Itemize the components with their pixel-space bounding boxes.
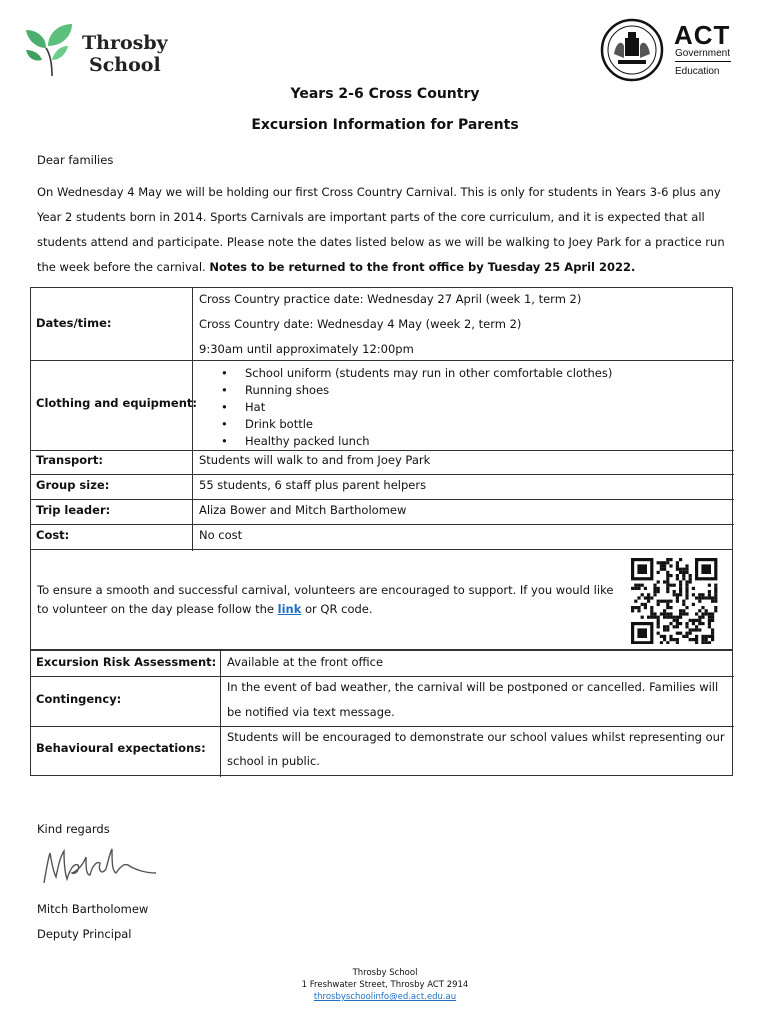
- practice-date: Cross Country practice date: Wednesday 27 April (week 1, term 2): [199, 292, 582, 306]
- behaviour-line-2: school in public.: [227, 754, 320, 768]
- document-title: Years 2-6 Cross Country: [290, 86, 480, 102]
- list-item: • School uniform (students may run in other comfortable clothes): [199, 365, 612, 382]
- cost-label: Cost:: [36, 528, 70, 542]
- volunteer-section: [30, 549, 733, 650]
- list-item: • Hat: [199, 399, 612, 416]
- group-size-value: 55 students, 6 staff plus parent helpers: [199, 478, 427, 492]
- dates-label: Dates/time:: [36, 316, 112, 330]
- behaviour-line-1: Students will be encouraged to demonstrate our school values whilst representing our: [227, 730, 725, 744]
- sprout-logo-icon: [22, 20, 80, 78]
- qr-code-icon[interactable]: [631, 558, 723, 644]
- footer-school: Throsby School: [352, 968, 418, 978]
- risk-expectations-table: [30, 650, 733, 776]
- behaviour-label: Behavioural expectations:: [36, 741, 206, 755]
- trip-leader-label: Trip leader:: [36, 503, 111, 517]
- clothing-list: [199, 365, 612, 450]
- transport-value: Students will walk to and from Joey Park: [199, 453, 431, 467]
- act-logo-text: ACT: [674, 20, 731, 50]
- carnival-time: 9:30am until approximately 12:00pm: [199, 342, 414, 356]
- footer-address: 1 Freshwater Street, Throsby ACT 2914: [301, 980, 469, 990]
- cost-value: No cost: [199, 528, 243, 542]
- document-subtitle: Excursion Information for Parents: [251, 117, 519, 133]
- clothing-label: Clothing and equipment:: [36, 396, 197, 410]
- contingency-line-1: In the event of bad weather, the carnival will be postponed or cancelled. Families will: [227, 680, 719, 694]
- closing-regards: Kind regards: [37, 822, 110, 836]
- excursion-details-table: [30, 287, 733, 550]
- list-item: • Drink bottle: [199, 416, 612, 433]
- return-deadline-notice: Notes to be returned to the front office by Tuesday 25 April 2022.: [209, 260, 636, 274]
- contingency-line-2: be notified via text message.: [227, 705, 395, 719]
- list-item: • Running shoes: [199, 382, 612, 399]
- group-size-label: Group size:: [36, 478, 110, 492]
- greeting: Dear families: [37, 153, 114, 167]
- school-logo-text: Throsby School: [82, 32, 168, 76]
- crest-icon: [600, 18, 664, 82]
- list-item: • Healthy packed lunch: [199, 433, 612, 450]
- intro-paragraph: On Wednesday 4 May we will be holding our first Cross Country Carnival. This is only for students in Years 3-6 plus any Year 2 students born in 2014. Sports Carnivals are important parts of the core curriculum, and it is expected that all students attend and participate. Please note the dates listed below as we will be walking to Joey Park for a practice run the week before the carnival. Notes to be returned to the front office by Tuesday 25 April 2022.: [37, 185, 725, 274]
- trip-leader-value: Aliza Bower and Mitch Bartholomew: [199, 503, 407, 517]
- signatory-role: Deputy Principal: [37, 927, 132, 941]
- carnival-date: Cross Country date: Wednesday 4 May (week 2, term 2): [199, 317, 522, 331]
- act-government-logo: [600, 18, 740, 82]
- volunteer-link[interactable]: link: [277, 602, 302, 616]
- footer: [0, 967, 770, 1003]
- education-logo-text: Education: [675, 66, 720, 77]
- signature-icon: [40, 843, 160, 889]
- logo-divider: [675, 61, 731, 62]
- footer-email-link[interactable]: throsbyschoolinfo@ed.act.edu.au: [313, 992, 457, 1002]
- throsby-school-logo: [22, 20, 182, 80]
- signatory-name: Mitch Bartholomew: [37, 902, 149, 916]
- contingency-label: Contingency:: [36, 692, 122, 706]
- government-logo-text: Government: [675, 48, 731, 59]
- transport-label: Transport:: [36, 453, 103, 467]
- risk-assessment-value: Available at the front office: [227, 655, 384, 669]
- volunteer-text: To ensure a smooth and successful carnival, volunteers are encouraged to support. If you would like to volunteer on the day please follow the link or QR code.: [37, 583, 614, 616]
- risk-assessment-label: Excursion Risk Assessment:: [36, 655, 217, 669]
